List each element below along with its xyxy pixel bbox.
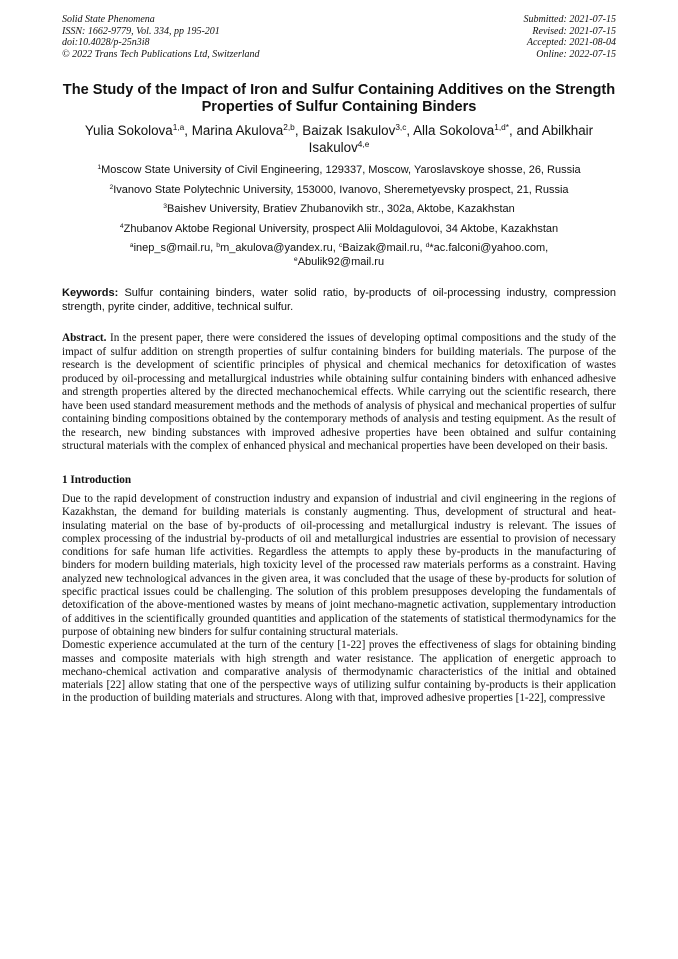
abstract-text: In the present paper, there were considered the issues of developing optimal compositions and the study of the impact of sulfur addition on strength properties of sulfur containing binders for building materials. The purpose of the research is the development of scientific principles of physical and chemical mechanics for detoxification of wastes produced by oil-processing and metallurgical industries while obtaining sulfur containing binders with enhanced adhesive and strength properties altered by the directed mechanochemical effects. While carrying out the scientific research, there have been used standard measurement methods and the methods of analysis of physical and mechanical properties of sulfur containing binding compositions obtained by the contemporary methods of analysis and testing equipment. As the result of the research, new binding substances with improved adhesive properties have been obtained and sulfur containing structural materials with the complex of enhanced physical and mechanical properties have been developed on their basis. <box>62 332 616 452</box>
affiliation: $^2$Ivanovo State Polytechnic University, 153000, Ivanovo, Sheremetyevsky prospect, 21, Russia <box>109 183 569 196</box>
author: Marina Akulova$^{2,b}$, <box>191 122 303 138</box>
email[interactable]: $^e$Abulik92@mail.ru <box>293 255 385 268</box>
affiliation: $^4$Zhubanov Aktobe Regional University, prospect Alii Moldagulovoi, 34 Aktobe, Kazakhstan <box>119 222 559 235</box>
revised-date: Revised: 2021-07-15 <box>532 25 616 37</box>
publication-info <box>62 14 260 60</box>
affiliation: $^1$Moscow State University of Civil Engineering, 129337, Moscow, Yaroslavskoye shosse, 26, Russia <box>97 163 581 176</box>
author: Alla Sokolova$^{1,d*}$, and <box>413 122 542 138</box>
email[interactable]: $^d$*ac.falconi@yahoo.com, <box>425 241 549 254</box>
abstract <box>62 332 616 454</box>
email[interactable]: $^a$inep_s@mail.ru, <box>129 241 217 254</box>
keywords-label: Keywords: <box>62 287 119 299</box>
keywords-text: Sulfur containing binders, water solid ratio, by-products of oil-processing industry, compression strength, pyrite cinder, additive, technical sulfur. <box>62 287 616 313</box>
issn-line: ISSN: 1662-9779, Vol. 334, pp 195-201 <box>62 25 220 37</box>
doi-line: doi:10.4028/p-25n3i8 <box>62 37 150 48</box>
body-paragraph: Domestic experience accumulated at the turn of the century [1-22] proves the effectiveness of slags for obtaining binding masses and composite materials with high strength and water resistance. The application of energetic approach to mechano-chemical activation and comparative analysis of thermodynamic characteristics of the initial and obtained materials [22] allow stating that one of the perspective ways of utilizing sulfur containing by-products is their application in the production of building materials and structures. Along with that, improved adhesive properties [1-22], compressive <box>62 639 616 705</box>
email[interactable]: $^b$m_akulova@yandex.ru, <box>216 241 339 254</box>
body-paragraph: Due to the rapid development of construction industry and expansion of industrial and civil engineering in the regions of Kazakhstan, the demand for building materials is constanly augmenting. Thus, development of structural and heat-insulating material on the base of by-products of oil-processing and metallurgical industry is relevant. The issues of complex processing of the industrial by-products of oil and metallurgical industries are essential to provision of necessary conditions for safe human life activities. Regardless the attempts to apply these by-products in the manufacturing of binders for modern building materials, high toxicity level of the processed raw materials performs as a constraint. Having analyzed new technological advances in the given area, it was concluded that the usage of these by-products for solution of specific practical issues could be challenging. The solution of this problem presupposes developing the fundamentals of detoxification of the above-mentioned wastes by means of joint mechano-magnetic activation, supplementary introduction of additives in the scientifically grounded quantities and application of the statements of statistical thermodynamics for the purpose of obtaining new binders for sulfur containing structural materials. <box>62 493 616 638</box>
author: Yulia Sokolova$^{1,a}$, <box>84 122 192 138</box>
affiliation: $^3$Baishev University, Bratiev Zhubanovikh str., 302a, Aktobe, Kazakhstan <box>163 202 515 215</box>
author: Abilkhair Isakulov$^{4,e}$ <box>308 123 594 155</box>
copyright-line: © 2022 Trans Tech Publications Ltd, Switzerland <box>62 48 260 60</box>
email[interactable]: $^c$Baizak@mail.ru, <box>338 241 426 254</box>
author-emails <box>62 242 616 269</box>
submitted-date: Submitted: 2021-07-15 <box>523 14 616 25</box>
publication-header <box>62 14 616 60</box>
publication-dates <box>524 14 617 60</box>
abstract-label: Abstract. <box>62 332 107 344</box>
author: Baizak Isakulov$^{3,c}$, <box>302 122 414 138</box>
journal-name: Solid State Phenomena <box>62 14 155 25</box>
paper-title: The Study of the Impact of Iron and Sulfur Containing Additives on the Strength Properties of Sulfur Containing Binders <box>62 82 616 115</box>
online-date: Online: 2022-07-15 <box>536 48 616 60</box>
author-list <box>62 122 616 156</box>
section-heading-introduction: 1 Introduction <box>62 473 132 486</box>
accepted-date: Accepted: 2021-08-04 <box>526 37 616 48</box>
keywords <box>62 287 616 314</box>
